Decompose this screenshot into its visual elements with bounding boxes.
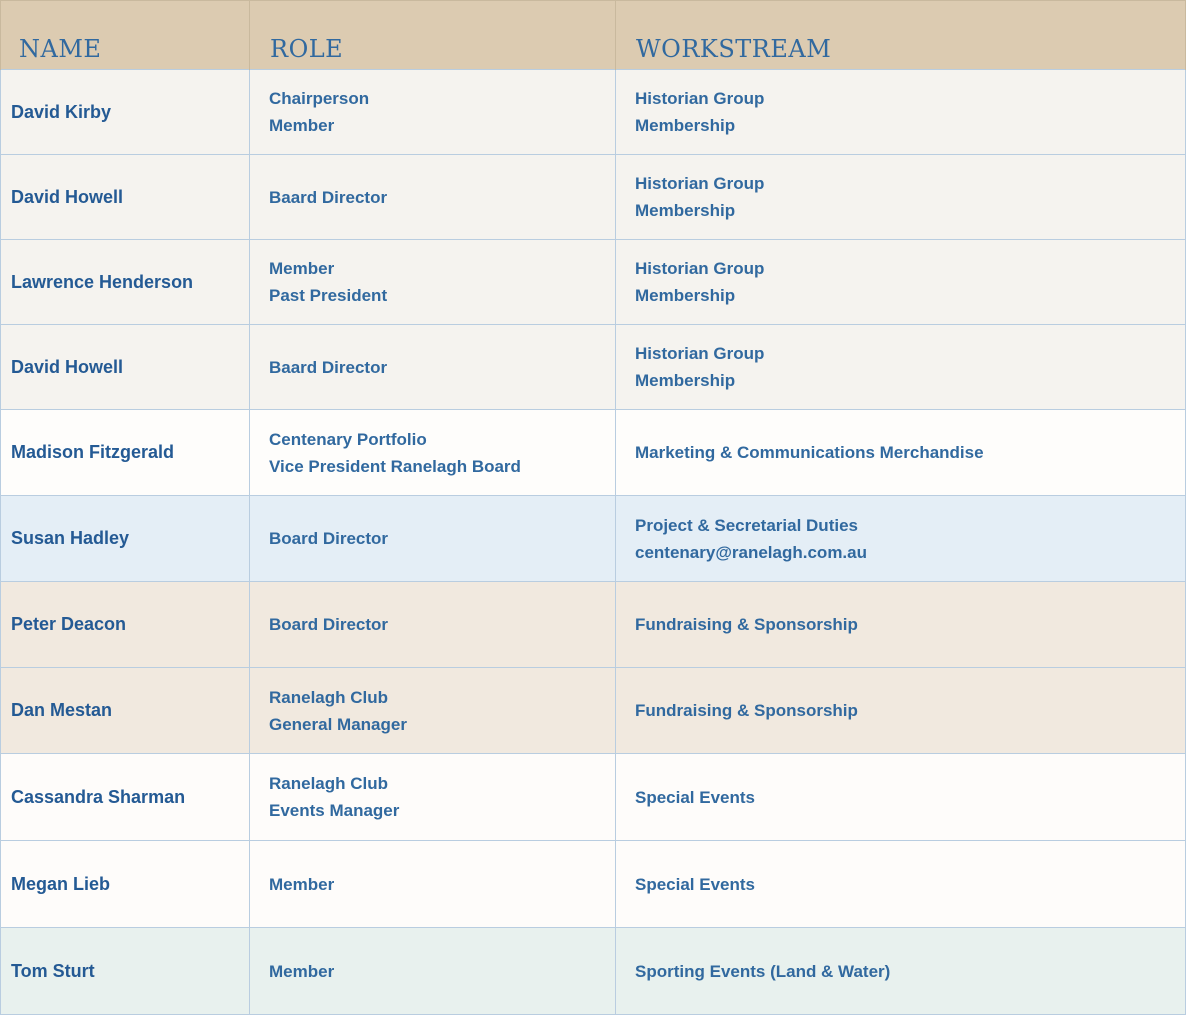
table-row [1,240,1186,325]
name-cell: Cassandra Sharman [1,754,250,841]
header-name: NAME [1,1,250,70]
role-line: Member [269,874,335,894]
role-cell [250,155,616,240]
role-line: General Manager [269,714,407,734]
workstream-line: Fundraising & Sponsorship [635,701,858,720]
name-cell: David Howell [1,325,250,410]
workstream-cell [616,928,1186,1015]
workstream-cell [616,754,1186,841]
table-row [1,325,1186,410]
table-row [1,155,1186,240]
workstream-line: Membership [635,286,736,305]
workstream-line: Historian Group [635,259,765,278]
workstream-line: Sporting Events (Land & Water) [635,961,891,981]
workstream-line: Membership [635,116,736,135]
workstream-cell [616,582,1186,668]
table-row [1,928,1186,1015]
header-workstream: WORKSTREAM [616,1,1186,70]
workstream-cell [616,668,1186,754]
role-line: Member [269,116,335,135]
workstream-cell [616,841,1186,928]
role-cell [250,240,616,325]
role-line: Member [269,259,335,278]
workstream-cell [616,240,1186,325]
role-line: Ranelagh Club [269,774,389,793]
name-cell: Susan Hadley [1,496,250,582]
role-line: Chairperson [269,89,370,108]
role-line: Baard Director [269,357,388,377]
role-cell [250,582,616,668]
role-cell [250,325,616,410]
name-cell: Madison Fitzgerald [1,410,250,496]
role-cell [250,496,616,582]
workstream-line: Fundraising & Sponsorship [635,615,858,634]
header-row [1,1,1186,70]
workstream-line: Historian Group [635,89,765,108]
workstream-line: Special Events [635,874,756,894]
table-row [1,754,1186,841]
role-cell [250,841,616,928]
name-cell: Dan Mestan [1,668,250,754]
workstream-line: Marketing & Communications Merchandise [635,443,984,462]
name-cell: Megan Lieb [1,841,250,928]
role-line: Centenary Portfolio [269,429,427,449]
workstream-line: Membership [635,201,736,220]
header-role: ROLE [250,1,616,70]
table-body [1,70,1186,1015]
workstream-line: Historian Group [635,344,765,363]
workstream-cell [616,325,1186,410]
workstream-cell [616,410,1186,496]
workstream-line: Project & Secretarial Duties [635,515,858,535]
role-line: Events Manager [269,801,400,820]
role-cell [250,668,616,754]
table-row [1,582,1186,668]
table-row [1,410,1186,496]
role-line: Vice President Ranelagh Board [269,456,521,476]
role-cell [250,928,616,1015]
name-cell: Tom Sturt [1,928,250,1015]
role-line: Board Director [269,615,389,634]
email-text: centenary@ranelagh.com.au [635,542,867,562]
workstream-line: Special Events [635,787,756,807]
table-row [1,668,1186,754]
table-row [1,70,1186,155]
workstream-cell [616,70,1186,155]
role-line: Board Director [269,529,389,548]
role-line: Member [269,961,335,981]
role-cell [250,754,616,841]
workstream-cell [616,155,1186,240]
name-cell: David Kirby [1,70,250,155]
name-cell: David Howell [1,155,250,240]
name-cell: Peter Deacon [1,582,250,668]
role-line: Baard Director [269,187,388,207]
role-line: Ranelagh Club [269,687,389,707]
workstream-cell [616,496,1186,582]
name-cell: Lawrence Henderson [1,240,250,325]
table-row [1,841,1186,928]
table-row [1,496,1186,582]
table-header [1,1,1186,70]
role-cell [250,70,616,155]
workstream-line: Membership [635,371,736,390]
role-line: Past President [269,286,388,305]
role-cell [250,410,616,496]
workstream-line: Historian Group [635,174,765,193]
